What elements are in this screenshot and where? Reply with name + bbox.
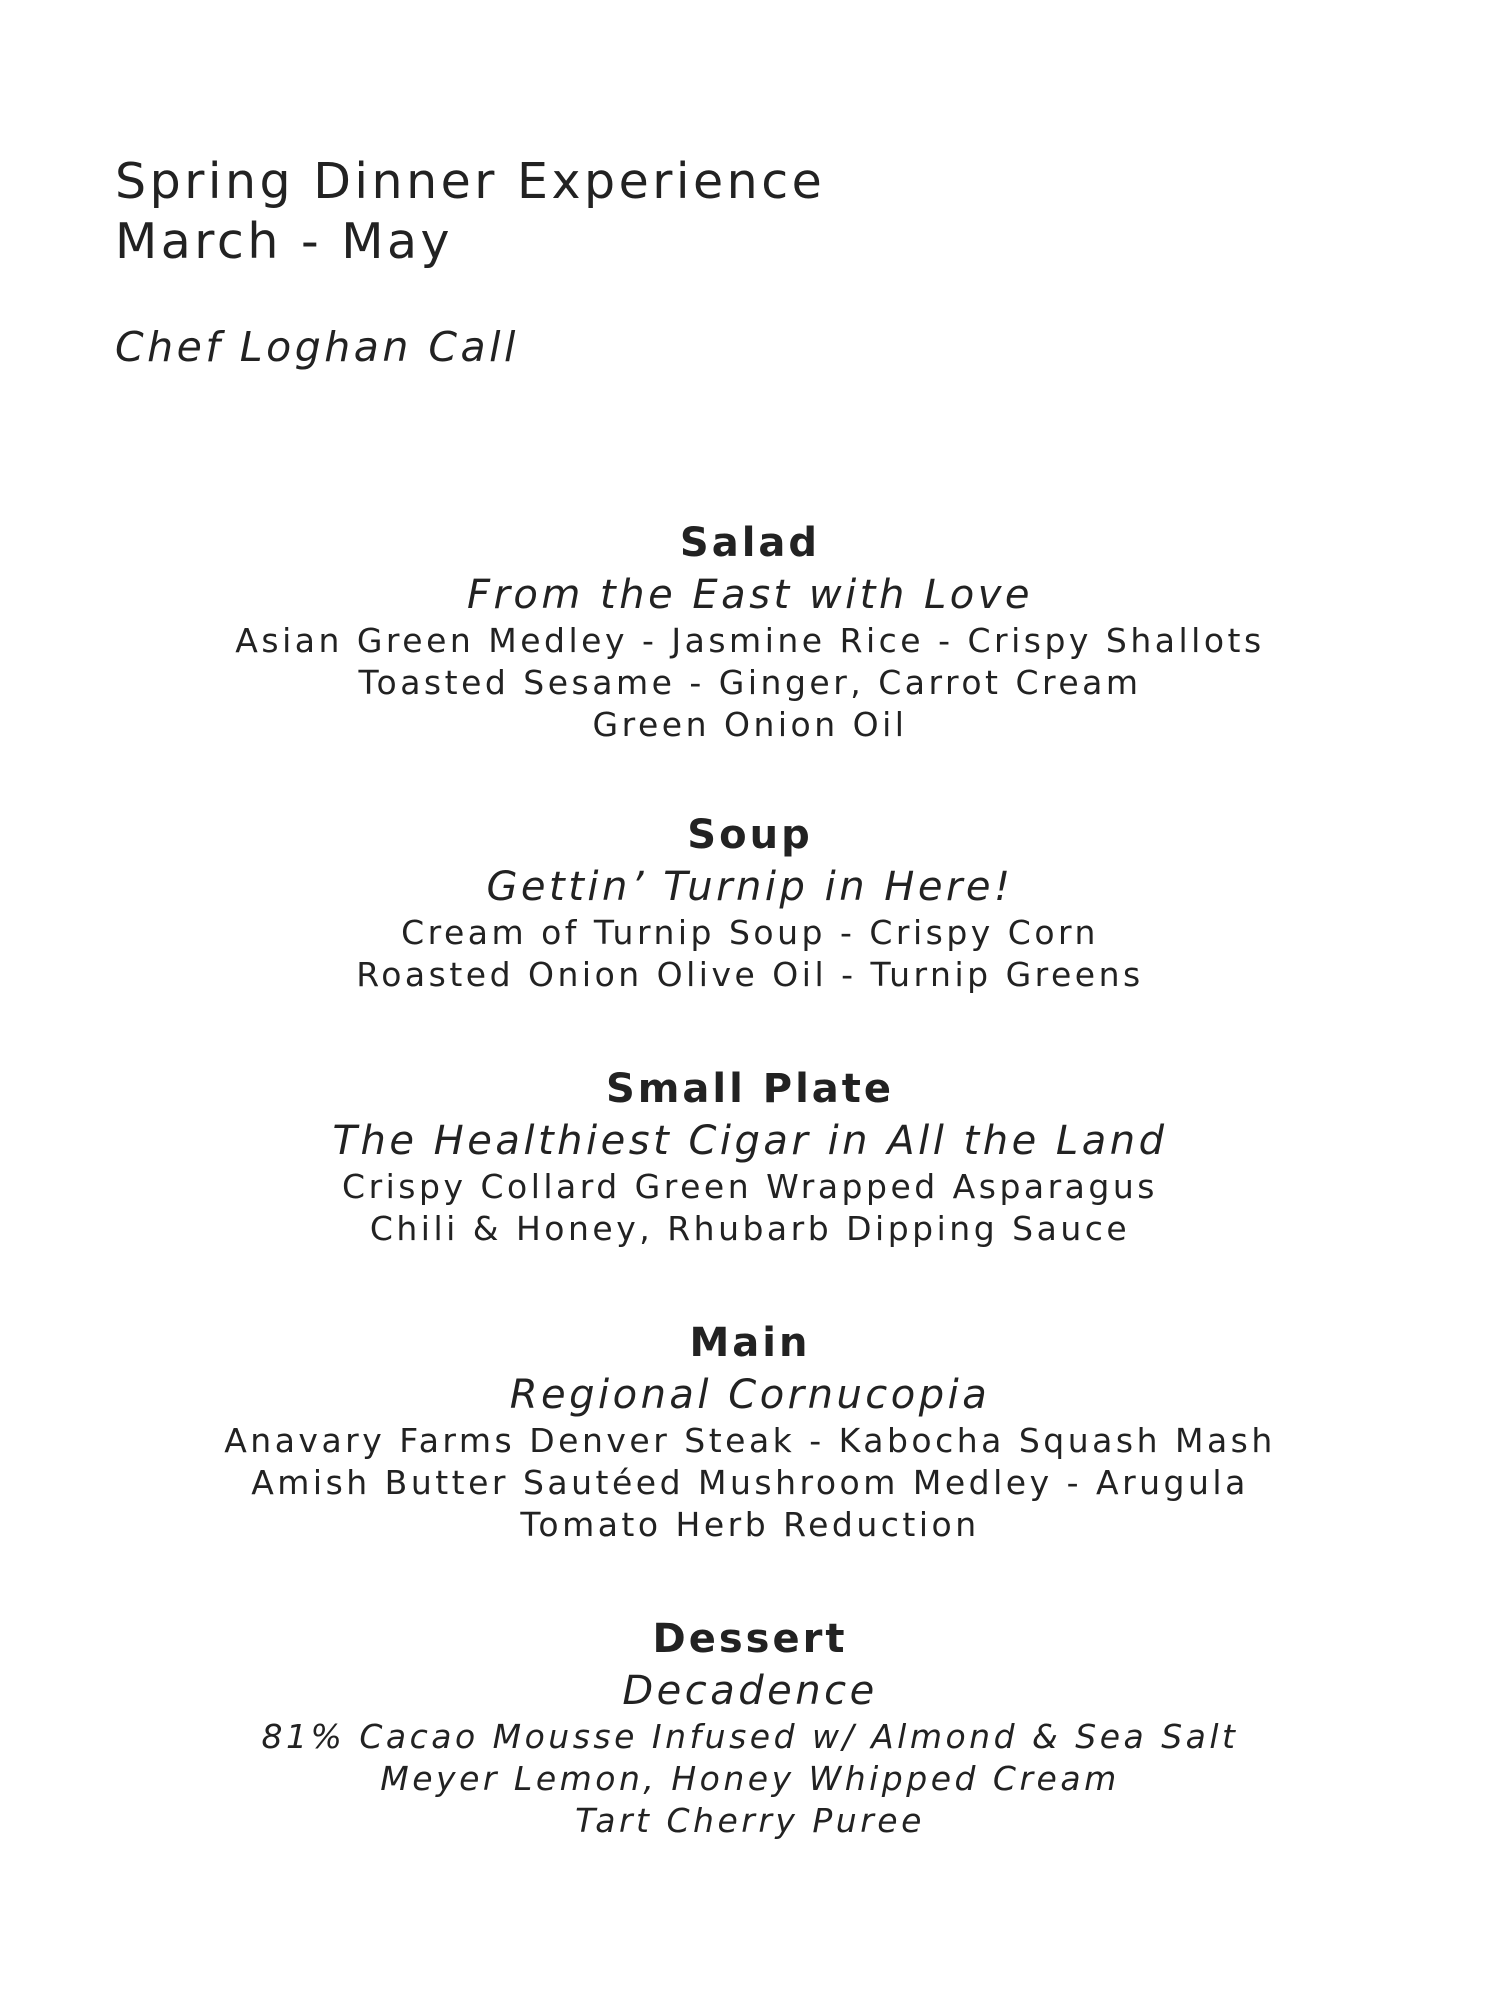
course-small-plate xyxy=(0,1062,1500,1250)
course-description-line: Green Onion Oil xyxy=(592,705,908,744)
menu-title-line: Spring Dinner Experience xyxy=(115,153,826,210)
menu-courses xyxy=(0,516,1500,1842)
course-main xyxy=(0,1316,1500,1546)
course-description-line: Tart Cherry Puree xyxy=(575,1801,925,1840)
menu-season-line: March - May xyxy=(115,213,454,270)
course-description-line: Anavary Farms Denver Steak - Kabocha Squash Mash xyxy=(224,1421,1276,1460)
course-category: Small Plate xyxy=(605,1066,895,1112)
course-description-line: Chili & Honey, Rhubarb Dipping Sauce xyxy=(369,1209,1131,1248)
course-category: Soup xyxy=(687,812,813,858)
course-description-line: Crispy Collard Green Wrapped Asparagus xyxy=(342,1167,1158,1206)
course-description-line: Meyer Lemon, Honey Whipped Cream xyxy=(380,1759,1120,1798)
course-description-line: Asian Green Medley - Jasmine Rice - Crispy Shallots xyxy=(235,621,1265,660)
course-description-line: 81% Cacao Mousse Infused w/ Almond & Sea Salt xyxy=(261,1717,1239,1756)
menu-title xyxy=(115,152,1015,272)
course-category: Salad xyxy=(679,520,821,566)
course-dish-name: From the East with Love xyxy=(466,572,1034,618)
course-description-line: Tomato Herb Reduction xyxy=(520,1505,980,1544)
course-dish-name: Regional Cornucopia xyxy=(509,1372,991,1418)
course-category: Main xyxy=(689,1320,811,1366)
course-description-line: Roasted Onion Olive Oil - Turnip Greens xyxy=(356,955,1144,994)
menu-header xyxy=(115,152,1015,377)
course-category: Dessert xyxy=(652,1616,848,1662)
course-dish-name: Decadence xyxy=(622,1668,878,1714)
course-dessert xyxy=(0,1612,1500,1842)
course-dish-name: The Healthiest Cigar in All the Land xyxy=(332,1118,1168,1164)
course-description-line: Toasted Sesame - Ginger, Carrot Cream xyxy=(358,663,1142,702)
course-description-line: Cream of Turnip Soup - Crispy Corn xyxy=(401,913,1099,952)
chef-name: Chef Loghan Call xyxy=(115,323,519,371)
course-salad xyxy=(0,516,1500,746)
course-description-line: Amish Butter Sautéed Mushroom Medley - Arugula xyxy=(251,1463,1249,1502)
course-soup xyxy=(0,808,1500,996)
course-dish-name: Gettin’ Turnip in Here! xyxy=(486,864,1014,910)
